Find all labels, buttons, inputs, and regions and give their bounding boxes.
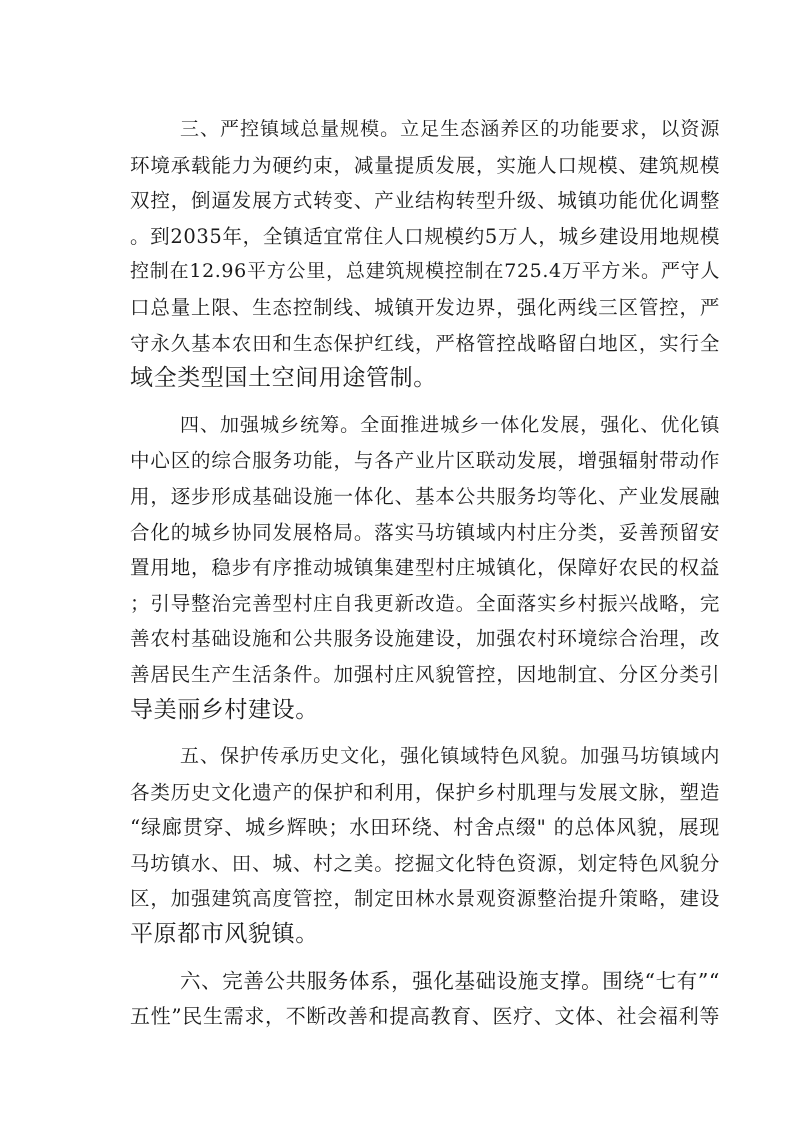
- text-line: 合化的城乡协同发展格局。落实马坊镇域内村庄分类，妥善预留安: [130, 520, 720, 544]
- text-line: 环境承载能力为硬约束，减量提质发展，实施人口规模、建筑规模: [130, 153, 720, 177]
- text-line: 控制在12.96平方公里，总建筑规模控制在725.4万平方米。严守人: [130, 260, 720, 283]
- document-body: [84, 112, 720, 1046]
- text-line: 三、严控镇域总量规模。立足生态涵养区的功能要求，以资源: [180, 118, 720, 140]
- paragraph-urban-rural-coordination: [84, 408, 720, 728]
- paragraph-control-town-scale: [84, 112, 720, 397]
- paragraph-historical-culture: [84, 739, 720, 953]
- text-line: 守永久基本农田和生态保护红线，严格管控战略留白地区，实行全: [130, 331, 720, 355]
- text-line: 用，逐步形成基础设施一体化、基本公共服务均等化、产业发展融: [130, 484, 720, 508]
- text-line: 平原都市风貌镇。: [130, 921, 319, 948]
- text-line: 区，加强建筑高度管控，制定田林水景观资源整治提升策略，建设: [130, 887, 720, 911]
- text-line: 置用地，稳步有序推动城镇集建型村庄城镇化，保障好农民的权益: [130, 556, 720, 580]
- text-line: 导美丽乡村建设。: [130, 696, 319, 723]
- text-line: 善居民生产生活条件。加强村庄风貌管控，因地制宜、分区分类引: [130, 662, 720, 686]
- text-line: 。到2035年，全镇适宜常住人口规模约5万人，城乡建设用地规模: [130, 224, 720, 248]
- text-line: 马坊镇水、田、城、村之美。挖掘文化特色资源，划定特色风貌分: [130, 851, 720, 875]
- text-line: 口总量上限、生态控制线、城镇开发边界，强化两线三区管控，严: [130, 295, 720, 319]
- text-line: “绿廊贯穿、城乡辉映；水田环绕、村舍点缀" 的总体风貌，展现: [130, 815, 720, 840]
- text-line: 各类历史文化遗产的保护和利用，保护乡村肌理与发展文脉，塑造: [130, 780, 720, 804]
- text-line: ；引导整治完善型村庄自我更新改造。全面落实乡村振兴战略，完: [130, 591, 720, 615]
- text-line: 五性”民生需求，不断改善和提高教育、医疗、文体、社会福利等: [130, 1004, 720, 1029]
- text-line: 六、完善公共服务体系，强化基础设施支撑。围绕“七有”“: [180, 968, 720, 993]
- text-line: 双控，倒逼发展方式转变、产业结构转型升级、城镇功能优化调整: [130, 189, 720, 213]
- text-line: 四、加强城乡统筹。全面推进城乡一体化发展，强化、优化镇: [180, 413, 720, 436]
- text-line: 善农村基础设施和公共服务设施建设，加强农村环境综合治理，改: [130, 627, 720, 651]
- text-line: 五、保护传承历史文化，强化镇域特色风貌。加强马坊镇域内: [180, 745, 720, 768]
- paragraph-public-services: [84, 964, 720, 1035]
- text-line: 中心区的综合服务功能，与各产业片区联动发展，增强辐射带动作: [130, 449, 720, 473]
- text-line: 域全类型国土空间用途管制。: [130, 365, 437, 392]
